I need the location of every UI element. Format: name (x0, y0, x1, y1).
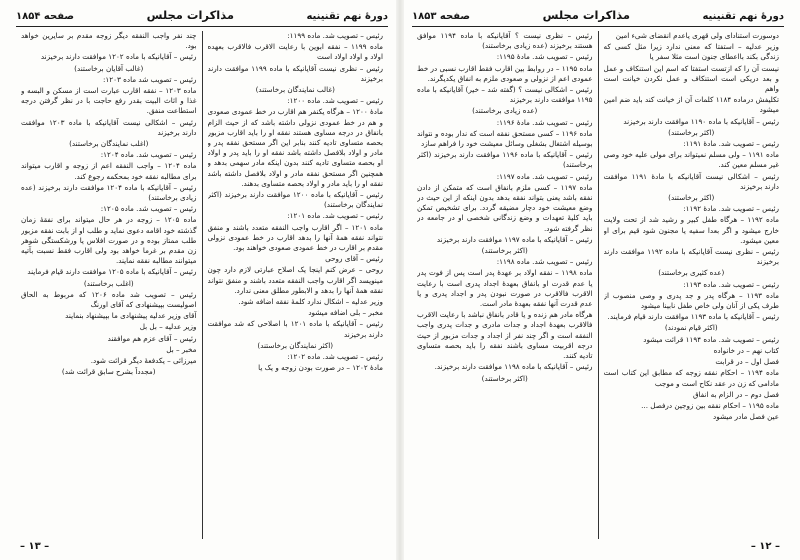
paragraph: رئیس – تصویب شد. ماده ۱۱۹۷: (496, 171, 593, 181)
right-page-header (412, 8, 784, 27)
paragraph: رئیس – تصویب شد. مادهٔ ۱۱۹۶: (496, 117, 593, 127)
paragraph: (عده کثیری برخاستند) (658, 268, 725, 278)
paragraph: ماده ۱۱۹۱ – ولی مسلم نمیتواند برای مولی علیه خود وصی غیر مسلم معین کند. (603, 150, 779, 170)
left-page-folio: – ۱۳ – (20, 541, 50, 552)
book-gutter (396, 0, 404, 560)
paragraph: نیست آن را که ازتست استفتا که اسم این استنکاف و عمل و بعد دریکی است استنکاف و عمل نکردن خیانت است واهم (603, 63, 779, 94)
paragraph: مخبر – بل (166, 344, 197, 354)
paragraph: رئیس – تصویب شد ماده ۱۲۰۶ که مربوط به الحاق اصولیست بپیشنهادی که آقای اورنگ (21, 289, 197, 310)
paragraph: ماده ۱۲۰۳ – نفقه اقارب عبارت است از مسکن و البسه و غذا و اثاث البیت بقدر رفع حاجت با در نظر گرفتن درجه استطاعت منفق. (21, 86, 197, 116)
paragraph: تکلیفش درماده ۱۱۸۴ کلمات آن از خیانت کند باید ضم امین میشود (603, 95, 779, 115)
paragraph: (غالب نمایندگان برخاستند) (255, 85, 335, 95)
paragraph: ماده ۱۱۹۳ – هرگاه پدر و جد پدری و وصی منصوب از طرف یکی از آنان ولی خاص طفل نابینا میشود (603, 290, 779, 311)
right-page (404, 8, 792, 552)
left-page-title: مذاکرات مجلس (146, 8, 234, 22)
paragraph: فصل اول – در قرابت (715, 357, 779, 367)
paragraph: وزیر عدلیه – استفتا که معنی ندارد زیرا مثل کسی که زندگی بکند بااعطای جنون است مثلا سفر یا (603, 42, 779, 62)
left-page-columns (16, 31, 388, 539)
paragraph: (اغلب نمایندگان برخاستند) (69, 139, 149, 149)
paragraph: ماده ۱۱۹۴ – احکام نفقه زوجه که مطابق این کتاب است مادامی که زن در عقد نکاح است و موجب (603, 368, 779, 388)
paragraph: ماده ۱۲۰۱ – اگر اقارب واجب النفقه متعدد باشند و منفق نتواند نفقه همهٔ آنها را بدهد اقارب در خط عمودی نزولی مقدم بر اقارب در خط عمودی صعودی خواهند بود. (207, 222, 383, 253)
paragraph: (عده زیادی برخاستند) (472, 106, 538, 116)
left-page-header (16, 8, 388, 27)
paragraph: (اکثر برخاستند) (668, 193, 715, 203)
paragraph: رئیس – تصویب شد. ماده ۱۱۹۸: (496, 257, 593, 267)
paragraph: رئیس – آقایانیکه با ماده ۱۱۹۶ موافقت دارند برخیزند (اکثر برخاستند) (417, 150, 593, 170)
paragraph: رئیس – تصویب شد. ماده ۱۱۹۹: (287, 31, 383, 40)
paragraph: رئیس – آقایانیکه با ماده ۱۱۹۳ موافقت دارند قیام فرمایند. (607, 312, 779, 322)
paragraph: وزیر عدلیه – اشکال ندارد کلمهٔ نفقه اضافه شود. (238, 297, 383, 307)
paragraph: رئیس – آقایانیکه با ماده ۱۲۰۴ موافقت دارند برخیزند (عده زیادی برخاستند) (21, 182, 197, 203)
paragraph: رئیس – تصویب شد ماده ۱۲۰۳: (102, 74, 197, 84)
paragraph: رئیس – آقایانیکه با ماده ۱۲۰۲ موافقت دارند برخیزند (40, 52, 197, 62)
paragraph: رئیس – آقایانیکه با ماده ۱۲۰۱ با اصلاحی که شد موافقت دارند برخیزند (207, 319, 383, 339)
paragraph: رئیس – تصویب شد. ماده ۱۱۹۴ قرائت میشود (643, 334, 779, 344)
left-page-number: صفحه ۱۸۵۴ (16, 11, 75, 22)
paragraph: ماده ۱۱۹۲ – هرگاه طفل کبیر و رشید شد از تحت ولایت خارج میشود و اگر بعدا سفیه یا مجنون شود قیم برای او معین میشود. (603, 215, 779, 245)
right-page-columns (412, 31, 784, 539)
paragraph: ماده ۱۲۰۴ – واجب النفقه اعم از زوجه و اقارب میتواند برای مطالبه نفقه خود بمحکمه رجوع کند. (21, 161, 197, 181)
paragraph: (اکثر نمایندگان برخاستند) (257, 340, 334, 350)
paragraph: رئیس – آقای عزم هم موافقند (107, 333, 197, 343)
paragraph: هرگاه مادر هم زنده و یا قادر بانفاق نباشد با رعایت الاقرب فالاقرب بعهدهٔ اجداد و جدات مادری و جدات پدری واجب النفقه است و اگر چند نفر از اجداد و جدات مزبور از حیث درجه اقربیت مساوی باشند نفقه را باید بحصه متساوی تادیه کنند. (417, 310, 593, 361)
right-page-title: مذاکرات مجلس (542, 8, 630, 22)
paragraph: فصل دوم – در الزام به انفاق (692, 389, 779, 399)
right-page-volume: دورهٔ نهم تقنینیه (702, 11, 784, 22)
right-page-number: صفحه ۱۸۵۳ (412, 11, 471, 22)
paragraph: مادهٔ ۱۲۰۰ – هرگاه یکنفر هم اقارب در خط عمودی صعودی و هم در خط عمودی نزولی داشته باشد که از حیث الزام بانفاق در درجه مساوی هستند نفقه او را باید اقارب مزبور بحصه متساوی تادیه کنند بنابر این اگر مستحق نفقه پدر و مادر و اولاد بلافصل داشته باشد نفقه او را باید پدر و اولاد او بحصه متساوی تادیه کنند بدون اینکه مادر سهمی بدهد و همچنین اگر مستحق نفقه مادر و اولاد بلافصل داشته باشد نفقه او را باید مادر و اولاد بحصه متساوی بدهند. (207, 107, 383, 188)
paragraph: رئیس – آقایانیکه با ماده ۱۲۰۰ موافقت دارند برخیزند (اکثر نمایندگان برخاستند) (207, 190, 383, 210)
paragraph: (اکثر برخاستند) (668, 127, 715, 137)
paragraph: ماده ۱۱۹۹ – نفقه ابوین با رعایت الاقرب فالاقرب بعهده اولاد و اولاد اولاد است (207, 42, 383, 62)
paragraph: آقای وزیر عدلیه پیشنهادی ما بپیشنهاد بنمایند (65, 311, 197, 321)
paragraph: چند نفر واجب النفقه دیگر زوجه مقدم بر سایرین خواهد بود. (21, 31, 197, 51)
paragraph: روحی – عرض کنم اینجا یک اصلاح عبارتی لازم دارد چون مینویسد اگر اقارب واجب النفقه متعدد باشند و منفق نتواند نفقه همهٔ آنها را بدهد و الابطور مطلق معنی ندارد. (207, 265, 383, 295)
paragraph: رئیس – تصویب شد. ماده ۱۲۰۵: (100, 204, 197, 214)
left-page (8, 8, 396, 552)
paragraph: رئیس – اشکالی نیست آقایانیکه با ماده ۱۲۰۳ موافقت دارند برخیزند (21, 117, 197, 137)
paragraph: میرزائی – یکدفعهٔ دیگر قرائت شود. (90, 356, 197, 366)
paragraph: رئیس – آقایانیکه با ماده ۱۲۰۵ موافقت دارند قیام فرمایند (27, 267, 197, 277)
paragraph: رئیس – آقایانیکه با ماده ۱۱۹۸ موافقت دارند برخیزند. (434, 362, 593, 372)
paragraph: (غالب آقایان برخاستند) (74, 63, 144, 73)
paragraph: رئیس – تصویب شد. مادهٔ ۱۱۹۵: (496, 52, 593, 62)
text-column (203, 31, 389, 539)
left-page-volume: دورهٔ نهم تقنینیه (306, 11, 388, 22)
paragraph: ماده ۱۱۹۷ – کسی ملزم بانفاق است که متمکن از دادن نفقه باشد یعنی بتواند نفقه بدهد بدون اینکه از این حیث در وضع معیشت خود دچار مضیقه گردد. برای تشخیص تمکن باید کلیهٔ تعهدات و وضع زندگانی شخصی او در جامعه در نظر گرفته شود. (417, 182, 593, 233)
paragraph: (اکثر برخاستند) (481, 246, 528, 256)
paragraph: رئیس – تصویب شد. مادهٔ ۱۱۹۱: (683, 139, 779, 149)
paragraph: عین فصل مادر میشود (713, 412, 779, 422)
paragraph: رئیس – تصویب شد. ماده ۱۱۹۳: (683, 279, 779, 289)
paragraph: ماده ۱۲۰۵ – زوجه در هر حال میتواند برای نفقهٔ زمان گذشته خود اقامه دعوی نماید و طلب او از بابت نفقه مزبور طلب ممتاز بوده و در صورت افلاس یا ورشکستگی شوهر زن مقدم بر غرما خواهد بود ولی اقارب فقط نسبت بآتیه میتوانند مطالبه نفقه نمایند. (21, 215, 197, 266)
paragraph: وزیر عدلیه – بل بل (139, 322, 197, 332)
paragraph: ماده ۱۱۹۵ – احکام نفقه بین زوجین درفصل ... (641, 400, 779, 410)
paragraph: ماده ۱۱۹۵ – در روابط بین اقارب فقط اقارب نسبی در خط عمودی اعم از نزولی و صعودی ملزم به انفاق یکدیگرند. (417, 63, 593, 83)
paragraph: کتاب نهم – در خانواده (713, 345, 779, 355)
paragraph: (مجدداً بشرح سابق قرائت شد) (61, 367, 156, 377)
paragraph: رئیس – آقایانیکه با ماده ۱۱۹۰ موافقت دارند برخیزند (623, 116, 779, 126)
paragraph: رئیس – تصویب شد. مادهٔ ۱۱۹۲: (683, 204, 779, 214)
paragraph: مخبر – بلی اضافه میشود (308, 308, 383, 318)
paragraph: (اکثر برخاستند) (481, 373, 528, 383)
paragraph: رئیس – آقایانیکه با ماده ۱۱۹۷ موافقت دارند برخیزند (436, 234, 593, 244)
paragraph: رئیس – اشکالی نیست ؟ (گفته شد – خیر) آقایانیکه با ماده ۱۱۹۵ موافقت دارند برخیزند (417, 85, 593, 105)
paragraph: (اغلب برخاستند) (83, 278, 134, 288)
paragraph: رئیس – تصویب شد. ماده ۱۲۰۲: (287, 352, 383, 362)
right-page-folio: – ۱۲ – (750, 541, 780, 552)
paragraph: ماده ۱۱۹۸ – نفقه اولاد بر عهدهٔ پدر است پس از فوت پدر یا عدم قدرت او بانفاق بعهدهٔ اجداد پدری است با رعایت الاقرب فالاقرب در صورت نبودن پدر و اجداد پدری و یا عدم قدرت آنها نفقه بعهدهٔ مادر است. (417, 268, 593, 309)
paragraph: رئیس – تصویب شد. ماده ۱۲۰۴: (100, 150, 197, 160)
paragraph: دوسورت استنادای ولی قهری یاعدم انقضای شیء امین (615, 31, 779, 40)
paragraph: رئیس – آقای روحی (325, 254, 383, 264)
paragraph: ماده ۱۱۹۶ – کسی مستحق نفقه است که ندار بوده و نتواند بوسیله اشتغال بشغلی وسائل معیشت خود را فراهم سازد (417, 128, 593, 149)
paragraph: مادهٔ ۱۲۰۲ – در صورت بودن زوجه و یک یا (258, 363, 383, 373)
paragraph: رئیس – تصویب شد. ماده ۱۲۰۱: (287, 211, 383, 221)
paragraph: (اکثر قیام نمودند) (664, 323, 718, 333)
text-column (599, 31, 785, 539)
text-column (16, 31, 203, 539)
paragraph: رئیس – نظری نیست آقایانیکه با ماده ۱۱۹۹ موافقت دارند برخیزند (207, 63, 383, 83)
paragraph: رئیس – نظری نیست ؟ آقایانیکه با ماده ۱۱۹۴ موافق هستند برخیزند (عده زیادی برخاستند) (417, 31, 593, 51)
paragraph: رئیس – تصویب شد. ماده ۱۲۰۰: (287, 96, 383, 106)
text-column (412, 31, 599, 539)
paragraph: رئیس – اشکالی نیست آقایانیکه با مادهٔ ۱۱۹۱ موافقت دارند برخیزند (603, 171, 779, 191)
paragraph: رئیس – نظری نیست آقایانیکه با ماده ۱۱۹۲ موافقت دارند برخیزند (603, 247, 779, 267)
